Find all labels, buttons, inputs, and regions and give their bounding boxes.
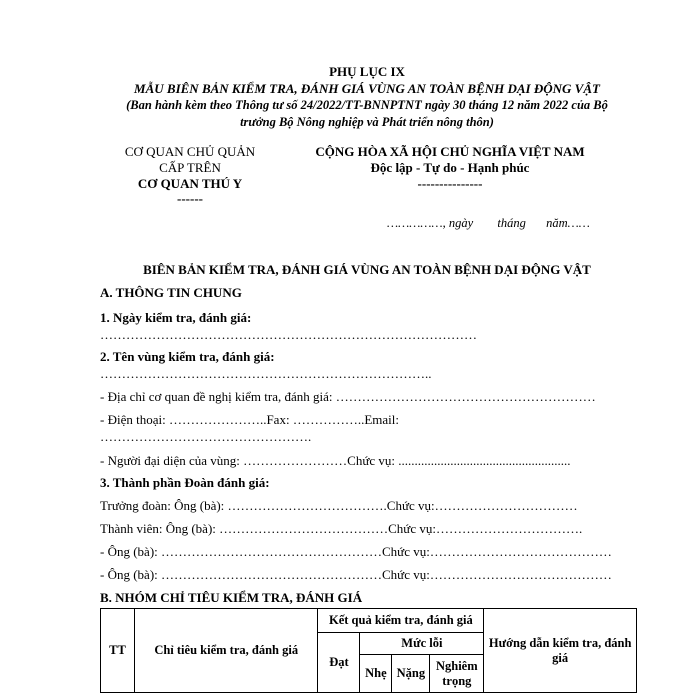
item1-label: 1. Ngày kiểm tra, đánh giá: (100, 310, 252, 325)
item3-label: 3. Thành phần Đoàn đánh giá: (100, 475, 270, 490)
col-tt-header: TT (101, 609, 135, 693)
col-pass-header: Đạt (318, 633, 360, 693)
representative-line: - Người đại diện của vùng: ……………………Chức vụ: ..................................................... (100, 453, 571, 468)
col-error-level-header: Mức lỗi (360, 633, 484, 655)
document-title: BIÊN BẢN KIỂM TRA, ĐÁNH GIÁ VÙNG AN TOÀN BỆNH DẠI ĐỘNG VẬT (143, 262, 591, 277)
col-criteria-header: Chỉ tiêu kiểm tra, đánh giá (134, 609, 318, 693)
republic-rule: --------------- (417, 176, 483, 191)
section-b-heading: B. NHÓM CHỈ TIÊU KIỂM TRA, ĐÁNH GIÁ (100, 590, 363, 605)
item1-dots: …………………………………………………………………………… (100, 327, 477, 342)
phone-dots: …………………………………………. (100, 429, 312, 444)
agency-line1: CƠ QUAN CHỦ QUẢN (124, 144, 256, 159)
republic-name: CỘNG HÒA XÃ HỘI CHỦ NGHĨA VIỆT NAM (315, 144, 585, 159)
date-line (387, 216, 590, 231)
section-a-heading: A. THÔNG TIN CHUNG (100, 285, 242, 300)
date-place-blank: ……………, (387, 216, 446, 230)
date-year: năm…… (546, 216, 590, 230)
issued-note-line1: (Ban hành kèm theo Thông tư số 24/2022/TT-BNNPTNT ngày 30 tháng 12 năm 2022 của Bộ (126, 98, 608, 112)
item2-label: 2. Tên vùng kiểm tra, đánh giá: (100, 349, 275, 364)
date-month: tháng (497, 216, 526, 230)
criteria-table (100, 608, 637, 693)
col-result-header: Kết quả kiểm tra, đánh giá (318, 609, 484, 633)
agency-line3: CƠ QUAN THÚ Y (137, 176, 243, 191)
form-title: MẪU BIÊN BẢN KIỂM TRA, ĐÁNH GIÁ VÙNG AN TOÀN BỆNH DẠI ĐỘNG VẬT (134, 81, 600, 96)
agency-line2: CẤP TRÊN (159, 160, 221, 175)
agency-rule: ------ (177, 191, 203, 206)
phone-line: - Điện thoại: …………………..Fax: ……………..Email: (100, 412, 399, 427)
republic-motto: Độc lập - Tự do - Hạnh phúc (370, 160, 530, 175)
col-minor-header: Nhẹ (360, 655, 392, 693)
issued-note-line2: trưởng Bộ Nông nghiệp và Phát triển nông thôn) (240, 115, 494, 129)
date-day: ngày (448, 216, 474, 230)
col-serious-header: Nghiêm trọng (430, 655, 484, 693)
appendix-title: PHỤ LỤC IX (329, 64, 405, 79)
leader-line: Trưởng đoàn: Ông (bà): ……………………………….Chức vụ:…………………………… (100, 498, 578, 513)
other-member-line-2: - Ông (bà): ……………………………………………Chức vụ:…………………………………… (100, 567, 612, 582)
other-member-line-1: - Ông (bà): ……………………………………………Chức vụ:…………………………………… (100, 544, 612, 559)
address-line: - Địa chỉ cơ quan đề nghị kiểm tra, đánh giá: …………………………………………………… (100, 389, 596, 404)
member-line: Thành viên: Ông (bà): …………………………………Chức vụ:……………………………. (100, 521, 583, 536)
item2-dots: ………………………………………………………………….. (100, 366, 432, 381)
col-major-header: Nặng (392, 655, 430, 693)
col-guide-header: Hướng dẫn kiểm tra, đánh giá (484, 609, 637, 693)
